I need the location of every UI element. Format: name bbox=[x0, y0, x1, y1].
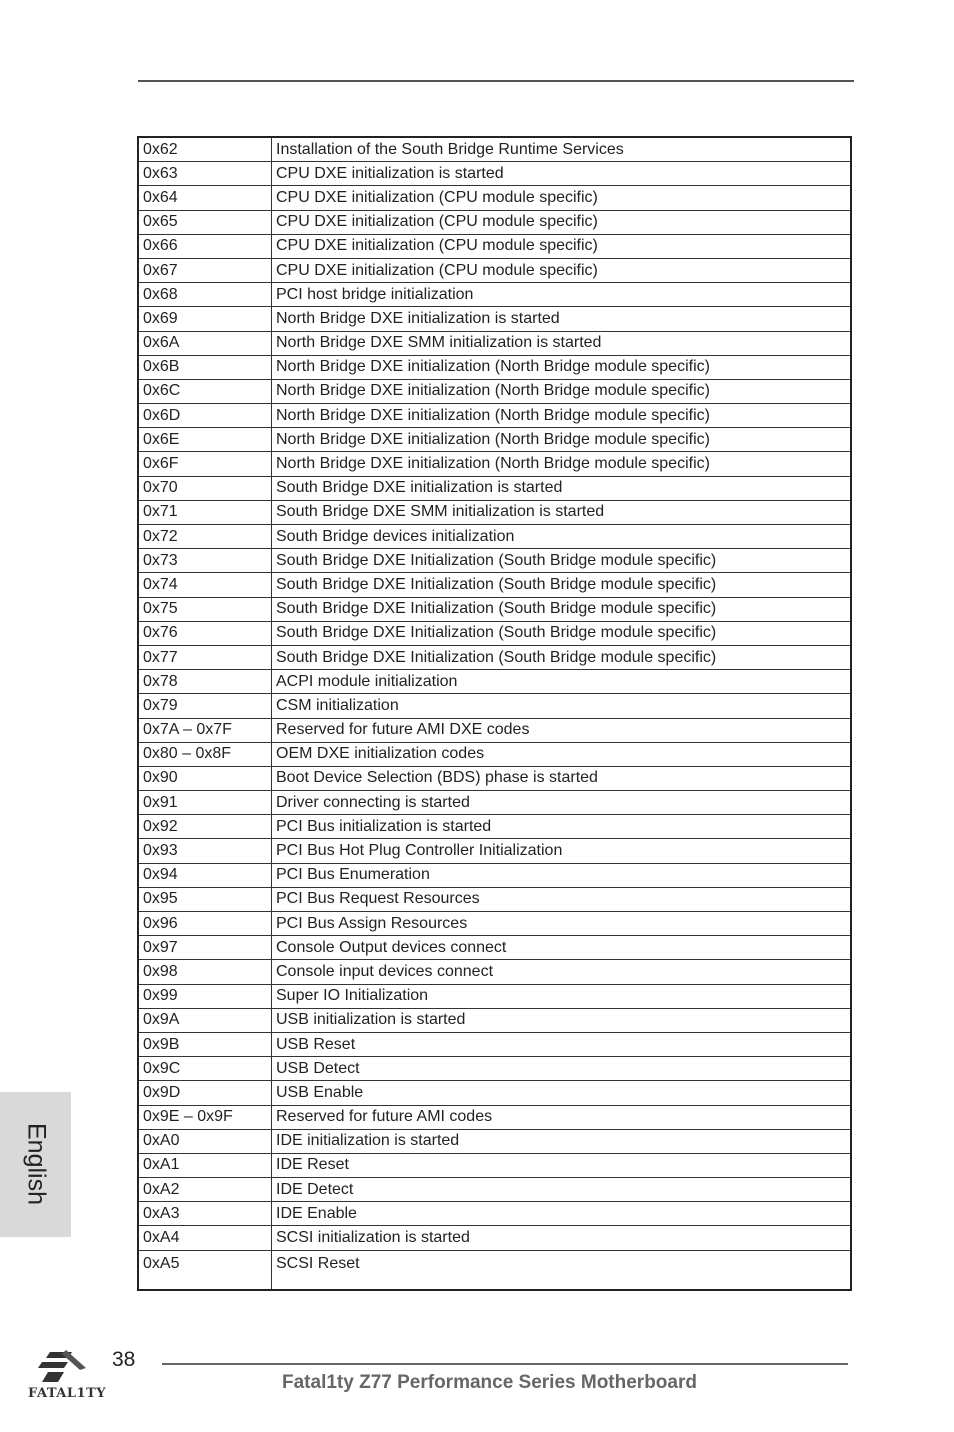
post-code-cell: 0x6D bbox=[138, 404, 272, 428]
description-cell: SCSI Reset bbox=[272, 1250, 852, 1290]
post-code-cell: 0x9B bbox=[138, 1032, 272, 1056]
table-row bbox=[138, 210, 851, 234]
description-cell: South Bridge DXE Initialization (South Bridge module specific) bbox=[272, 549, 852, 573]
post-code-cell: 0x62 bbox=[138, 137, 272, 162]
table-row bbox=[138, 355, 851, 379]
post-code-cell: 0x73 bbox=[138, 549, 272, 573]
post-code-cell: 0x9A bbox=[138, 1008, 272, 1032]
post-code-cell: 0x99 bbox=[138, 984, 272, 1008]
post-code-cell: 0x92 bbox=[138, 815, 272, 839]
post-code-cell: 0x91 bbox=[138, 791, 272, 815]
table-row bbox=[138, 1032, 851, 1056]
post-code-cell: 0xA2 bbox=[138, 1178, 272, 1202]
table-row bbox=[138, 597, 851, 621]
table-row bbox=[138, 234, 851, 258]
description-cell: CPU DXE initialization is started bbox=[272, 162, 852, 186]
post-code-cell: 0x93 bbox=[138, 839, 272, 863]
table-row bbox=[138, 742, 851, 766]
description-cell: North Bridge DXE initialization (North Bridge module specific) bbox=[272, 404, 852, 428]
post-code-cell: 0x6E bbox=[138, 428, 272, 452]
description-cell: North Bridge DXE SMM initialization is started bbox=[272, 331, 852, 355]
description-cell: South Bridge DXE Initialization (South Bridge module specific) bbox=[272, 597, 852, 621]
description-cell: Boot Device Selection (BDS) phase is started bbox=[272, 766, 852, 790]
post-code-cell: 0x69 bbox=[138, 307, 272, 331]
description-cell: South Bridge DXE SMM initialization is started bbox=[272, 500, 852, 524]
description-cell: North Bridge DXE initialization (North Bridge module specific) bbox=[272, 428, 852, 452]
description-cell: IDE Enable bbox=[272, 1202, 852, 1226]
description-cell: IDE Reset bbox=[272, 1153, 852, 1177]
description-cell: CPU DXE initialization (CPU module specific) bbox=[272, 234, 852, 258]
table-row bbox=[138, 404, 851, 428]
table-row bbox=[138, 379, 851, 403]
table-row bbox=[138, 1226, 851, 1250]
post-code-cell: 0x66 bbox=[138, 234, 272, 258]
description-cell: South Bridge DXE initialization is started bbox=[272, 476, 852, 500]
table-row bbox=[138, 428, 851, 452]
description-cell: Reserved for future AMI DXE codes bbox=[272, 718, 852, 742]
table-row bbox=[138, 863, 851, 887]
description-cell: CPU DXE initialization (CPU module specific) bbox=[272, 210, 852, 234]
post-code-cell: 0x9D bbox=[138, 1081, 272, 1105]
post-code-cell: 0xA3 bbox=[138, 1202, 272, 1226]
description-cell: IDE initialization is started bbox=[272, 1129, 852, 1153]
table-row bbox=[138, 137, 851, 162]
post-code-cell: 0x80 – 0x8F bbox=[138, 742, 272, 766]
description-cell: South Bridge DXE Initialization (South Bridge module specific) bbox=[272, 573, 852, 597]
footer-title: Fatal1ty Z77 Performance Series Motherboard bbox=[282, 1372, 697, 1393]
table-row bbox=[138, 984, 851, 1008]
table-row bbox=[138, 258, 851, 282]
logo-wordmark: FATAL1TY bbox=[28, 1386, 107, 1401]
table-row bbox=[138, 839, 851, 863]
description-cell: Driver connecting is started bbox=[272, 791, 852, 815]
post-code-cell: 0x6B bbox=[138, 355, 272, 379]
table-row bbox=[138, 1008, 851, 1032]
post-code-cell: 0x67 bbox=[138, 258, 272, 282]
post-code-cell: 0x77 bbox=[138, 645, 272, 669]
description-cell: PCI Bus Enumeration bbox=[272, 863, 852, 887]
post-code-cell: 0x98 bbox=[138, 960, 272, 984]
post-code-cell: 0x6F bbox=[138, 452, 272, 476]
post-code-cell: 0x9E – 0x9F bbox=[138, 1105, 272, 1129]
description-cell: PCI host bridge initialization bbox=[272, 283, 852, 307]
table-row bbox=[138, 1129, 851, 1153]
table-row bbox=[138, 500, 851, 524]
description-cell: USB initialization is started bbox=[272, 1008, 852, 1032]
table-row bbox=[138, 525, 851, 549]
table-row bbox=[138, 791, 851, 815]
post-code-cell: 0x75 bbox=[138, 597, 272, 621]
table-row bbox=[138, 549, 851, 573]
post-code-table bbox=[137, 136, 852, 1291]
table-row bbox=[138, 162, 851, 186]
post-code-cell: 0x7A – 0x7F bbox=[138, 718, 272, 742]
description-cell: South Bridge DXE Initialization (South Bridge module specific) bbox=[272, 621, 852, 645]
description-cell: North Bridge DXE initialization (North Bridge module specific) bbox=[272, 379, 852, 403]
table-row bbox=[138, 331, 851, 355]
table-row bbox=[138, 766, 851, 790]
table-row bbox=[138, 476, 851, 500]
post-code-cell: 0x95 bbox=[138, 887, 272, 911]
page-number: 38 bbox=[112, 1348, 136, 1371]
language-tab bbox=[0, 1092, 71, 1237]
post-code-cell: 0x78 bbox=[138, 670, 272, 694]
table-row bbox=[138, 1250, 851, 1290]
post-code-table-body bbox=[138, 137, 851, 1290]
description-cell: CSM initialization bbox=[272, 694, 852, 718]
post-code-cell: 0x6C bbox=[138, 379, 272, 403]
description-cell: USB Reset bbox=[272, 1032, 852, 1056]
table-row bbox=[138, 670, 851, 694]
post-code-cell: 0xA1 bbox=[138, 1153, 272, 1177]
description-cell: CPU DXE initialization (CPU module specific) bbox=[272, 258, 852, 282]
description-cell: Console input devices connect bbox=[272, 960, 852, 984]
post-code-cell: 0x97 bbox=[138, 936, 272, 960]
table-row bbox=[138, 307, 851, 331]
description-cell: Installation of the South Bridge Runtime Services bbox=[272, 137, 852, 162]
post-code-cell: 0x96 bbox=[138, 912, 272, 936]
table-row bbox=[138, 573, 851, 597]
description-cell: South Bridge devices initialization bbox=[272, 525, 852, 549]
post-code-cell: 0x6A bbox=[138, 331, 272, 355]
table-row bbox=[138, 621, 851, 645]
table-row bbox=[138, 718, 851, 742]
post-code-cell: 0x65 bbox=[138, 210, 272, 234]
table-row bbox=[138, 694, 851, 718]
table-row bbox=[138, 1105, 851, 1129]
table-row bbox=[138, 1202, 851, 1226]
post-code-cell: 0x90 bbox=[138, 766, 272, 790]
description-cell: ACPI module initialization bbox=[272, 670, 852, 694]
post-code-cell: 0x68 bbox=[138, 283, 272, 307]
table-row bbox=[138, 936, 851, 960]
description-cell: OEM DXE initialization codes bbox=[272, 742, 852, 766]
description-cell: USB Enable bbox=[272, 1081, 852, 1105]
description-cell: IDE Detect bbox=[272, 1178, 852, 1202]
footer-rule bbox=[162, 1363, 848, 1365]
description-cell: PCI Bus initialization is started bbox=[272, 815, 852, 839]
table-row bbox=[138, 452, 851, 476]
post-code-cell: 0x74 bbox=[138, 573, 272, 597]
description-cell: North Bridge DXE initialization (North Bridge module specific) bbox=[272, 355, 852, 379]
description-cell: USB Detect bbox=[272, 1057, 852, 1081]
description-cell: Reserved for future AMI codes bbox=[272, 1105, 852, 1129]
post-code-cell: 0x71 bbox=[138, 500, 272, 524]
language-tab-label: English bbox=[22, 1123, 51, 1205]
table-row bbox=[138, 186, 851, 210]
table-row bbox=[138, 815, 851, 839]
description-cell: South Bridge DXE Initialization (South Bridge module specific) bbox=[272, 645, 852, 669]
post-code-cell: 0x70 bbox=[138, 476, 272, 500]
post-code-cell: 0xA0 bbox=[138, 1129, 272, 1153]
post-code-cell: 0x9C bbox=[138, 1057, 272, 1081]
table-row bbox=[138, 1081, 851, 1105]
description-cell: PCI Bus Request Resources bbox=[272, 887, 852, 911]
fatal1ty-logo bbox=[28, 1348, 106, 1404]
table-row bbox=[138, 887, 851, 911]
table-row bbox=[138, 283, 851, 307]
table-row bbox=[138, 1153, 851, 1177]
description-cell: Super IO Initialization bbox=[272, 984, 852, 1008]
description-cell: North Bridge DXE initialization (North Bridge module specific) bbox=[272, 452, 852, 476]
post-code-cell: 0x64 bbox=[138, 186, 272, 210]
table-row bbox=[138, 912, 851, 936]
description-cell: PCI Bus Hot Plug Controller Initialization bbox=[272, 839, 852, 863]
post-code-cell: 0x63 bbox=[138, 162, 272, 186]
description-cell: SCSI initialization is started bbox=[272, 1226, 852, 1250]
table-row bbox=[138, 1057, 851, 1081]
post-code-cell: 0xA4 bbox=[138, 1226, 272, 1250]
post-code-cell: 0x72 bbox=[138, 525, 272, 549]
header-rule bbox=[138, 80, 854, 82]
post-code-cell: 0x79 bbox=[138, 694, 272, 718]
description-cell: PCI Bus Assign Resources bbox=[272, 912, 852, 936]
description-cell: Console Output devices connect bbox=[272, 936, 852, 960]
table-row bbox=[138, 645, 851, 669]
post-code-cell: 0x94 bbox=[138, 863, 272, 887]
post-code-cell: 0x76 bbox=[138, 621, 272, 645]
table-row bbox=[138, 960, 851, 984]
description-cell: CPU DXE initialization (CPU module specific) bbox=[272, 186, 852, 210]
post-code-cell: 0xA5 bbox=[138, 1250, 272, 1290]
table-row bbox=[138, 1178, 851, 1202]
fatal1ty-emblem-icon bbox=[28, 1348, 106, 1388]
description-cell: North Bridge DXE initialization is started bbox=[272, 307, 852, 331]
